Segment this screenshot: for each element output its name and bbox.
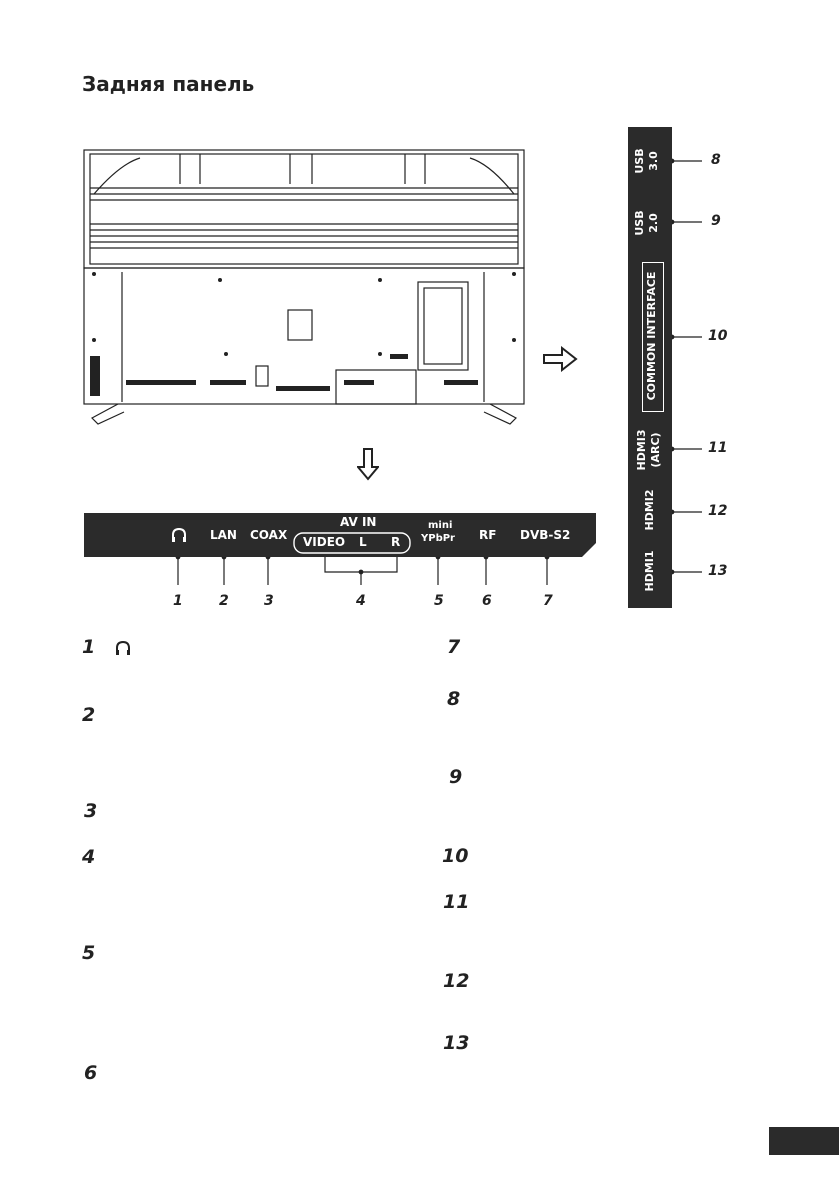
side-callout-lines xyxy=(672,150,708,580)
list-item-4-number: 4 xyxy=(82,846,96,868)
tv-rear-illustration xyxy=(80,144,530,434)
list-item-6-number: 6 xyxy=(84,1062,98,1084)
common-interface-label: COMMON INTERFACE xyxy=(645,271,658,401)
port-video-label: VIDEO xyxy=(303,535,346,549)
port-mini-label: mini xyxy=(428,520,453,531)
port-l-label: L xyxy=(359,535,367,549)
hdmi2-label: HDMI2 xyxy=(643,489,656,531)
callout-12: 12 xyxy=(708,503,728,519)
port-rf-label: RF xyxy=(479,528,497,542)
port-coax-label: COAX xyxy=(250,528,288,542)
bottom-callout-lines xyxy=(84,557,596,593)
usb3-label-a: USB xyxy=(633,148,646,174)
hdmi3-label-b: (ARC) xyxy=(649,432,662,468)
callout-1: 1 xyxy=(173,593,183,609)
callout-2: 2 xyxy=(219,593,229,609)
list-item-7-number: 7 xyxy=(447,636,461,658)
list-item-13-number: 13 xyxy=(443,1032,470,1054)
hdmi3-label-a: HDMI3 xyxy=(635,429,648,471)
callout-4: 4 xyxy=(356,593,366,609)
usb2-label-b: 2.0 xyxy=(647,213,660,233)
headphone-icon xyxy=(170,527,188,543)
callout-3: 3 xyxy=(264,593,274,609)
hdmi1-label: HDMI1 xyxy=(643,550,656,592)
callout-8: 8 xyxy=(711,152,721,168)
usb3-label-b: 3.0 xyxy=(647,151,660,171)
port-dvbs2-label: DVB-S2 xyxy=(520,528,571,542)
down-arrow-icon xyxy=(357,447,379,481)
callout-9: 9 xyxy=(711,213,721,229)
callout-11: 11 xyxy=(708,440,728,456)
list-item-12-number: 12 xyxy=(443,970,470,992)
list-item-5-number: 5 xyxy=(82,942,96,964)
list-item-8-number: 8 xyxy=(447,688,461,710)
callout-7: 7 xyxy=(543,593,553,609)
list-item-11-number: 11 xyxy=(443,891,470,913)
usb2-label-a: USB xyxy=(633,210,646,236)
callout-5: 5 xyxy=(434,593,444,609)
page-title: Задняя панель xyxy=(82,72,255,96)
callout-10: 10 xyxy=(708,328,728,344)
list-item-1-number: 1 xyxy=(82,636,96,658)
port-avin-label: AV IN xyxy=(340,515,377,529)
right-arrow-icon xyxy=(542,346,578,372)
callout-6: 6 xyxy=(482,593,492,609)
port-lan-label: LAN xyxy=(210,528,237,542)
list-item-9-number: 9 xyxy=(449,766,463,788)
list-item-2-number: 2 xyxy=(82,704,96,726)
port-r-label: R xyxy=(391,535,401,549)
list-item-10-number: 10 xyxy=(442,845,469,867)
callout-13: 13 xyxy=(708,563,728,579)
port-ypbpr-label: YPbPr xyxy=(421,533,455,544)
page-number-tab xyxy=(769,1127,839,1155)
list-item-3-number: 3 xyxy=(84,800,98,822)
headphone-icon xyxy=(114,640,132,656)
